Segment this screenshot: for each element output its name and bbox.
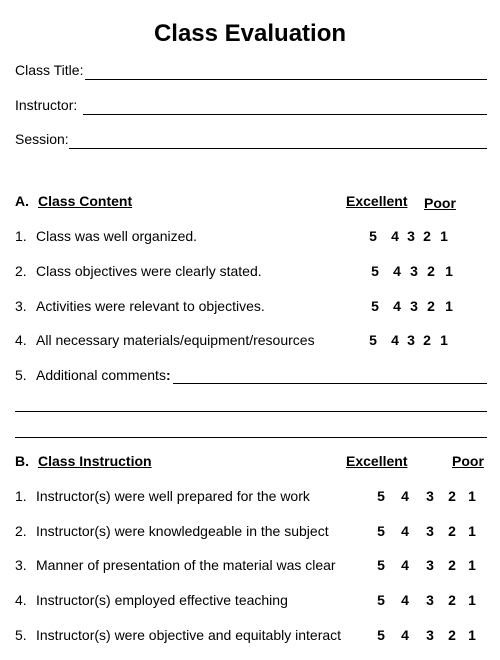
- section-a-letter: A.: [15, 193, 29, 209]
- rating-2[interactable]: 2: [448, 488, 456, 504]
- item-number: 4.: [15, 332, 27, 348]
- rating-4[interactable]: 4: [393, 263, 401, 279]
- rating-2[interactable]: 2: [448, 627, 456, 643]
- rating-2[interactable]: 2: [423, 332, 431, 348]
- section-a-item-2: [15, 263, 345, 281]
- section-a-item-1: [15, 228, 345, 246]
- rating-3[interactable]: 3: [407, 332, 415, 348]
- rating-5[interactable]: 5: [377, 523, 385, 539]
- session-field[interactable]: [15, 131, 487, 149]
- page-title: Class Evaluation: [153, 20, 347, 47]
- item-number: 2.: [15, 523, 27, 539]
- section-b-item-1-scale[interactable]: [375, 488, 490, 506]
- item-number: 3.: [15, 557, 27, 573]
- section-b-excellent-header: Excellent: [346, 453, 408, 469]
- section-a-item-3-scale[interactable]: [369, 298, 469, 316]
- section-a-heading: [15, 193, 215, 211]
- rating-5[interactable]: 5: [371, 298, 379, 314]
- comments-label-wrap: [36, 367, 171, 383]
- comments-line-2[interactable]: [15, 411, 487, 412]
- section-b-heading: [15, 453, 235, 471]
- rating-3[interactable]: 3: [426, 557, 434, 573]
- item-text: Manner of presentation of the material was clear: [36, 557, 336, 573]
- rating-1[interactable]: 1: [468, 592, 476, 608]
- rating-1[interactable]: 1: [468, 557, 476, 573]
- section-b-item-2: [15, 523, 345, 541]
- rating-2[interactable]: 2: [427, 298, 435, 314]
- rating-2[interactable]: 2: [448, 592, 456, 608]
- rating-5[interactable]: 5: [377, 488, 385, 504]
- rating-3[interactable]: 3: [407, 228, 415, 244]
- rating-1[interactable]: 1: [440, 228, 448, 244]
- section-a-poor-header: Poor: [424, 195, 456, 211]
- rating-2[interactable]: 2: [423, 228, 431, 244]
- rating-5[interactable]: 5: [369, 332, 377, 348]
- item-number: 3.: [15, 298, 27, 314]
- rating-4[interactable]: 4: [401, 557, 409, 573]
- section-b-item-2-scale[interactable]: [375, 523, 490, 541]
- item-text: Instructor(s) were well prepared for the work: [36, 488, 310, 504]
- rating-5[interactable]: 5: [371, 263, 379, 279]
- rating-3[interactable]: 3: [426, 488, 434, 504]
- instructor-label: Instructor:: [15, 97, 78, 113]
- item-number: 2.: [15, 263, 27, 279]
- rating-4[interactable]: 4: [391, 228, 399, 244]
- session-label: Session:: [15, 131, 69, 147]
- item-text: Instructor(s) were knowledgeable in the subject: [36, 523, 329, 539]
- section-a-item-2-scale[interactable]: [369, 263, 469, 281]
- item-text: Class was well organized.: [36, 228, 198, 244]
- rating-5[interactable]: 5: [377, 627, 385, 643]
- section-b-item-5: [15, 627, 345, 645]
- item-number: 5.: [15, 367, 27, 383]
- section-a-item-1-scale[interactable]: [367, 228, 467, 246]
- rating-3[interactable]: 3: [426, 523, 434, 539]
- item-number: 1.: [15, 488, 27, 504]
- rating-2[interactable]: 2: [448, 523, 456, 539]
- instructor-field[interactable]: [15, 97, 487, 115]
- comments-colon: :: [165, 367, 171, 383]
- rating-1[interactable]: 1: [445, 298, 453, 314]
- comments-label: Additional comments: [36, 367, 166, 383]
- section-a-item-4: [15, 332, 345, 350]
- item-text: Activities were relevant to objectives.: [36, 298, 265, 314]
- section-a-name: Class Content: [38, 193, 133, 209]
- rating-5[interactable]: 5: [369, 228, 377, 244]
- section-b-item-3: [15, 557, 345, 575]
- item-number: 5.: [15, 627, 27, 643]
- rating-4[interactable]: 4: [401, 592, 409, 608]
- class-title-field[interactable]: [15, 62, 487, 80]
- rating-4[interactable]: 4: [391, 332, 399, 348]
- rating-1[interactable]: 1: [468, 523, 476, 539]
- rating-5[interactable]: 5: [377, 557, 385, 573]
- item-number: 4.: [15, 592, 27, 608]
- section-b-item-5-scale[interactable]: [375, 627, 490, 645]
- rating-1[interactable]: 1: [468, 627, 476, 643]
- section-b-letter: B.: [15, 453, 29, 469]
- rating-1[interactable]: 1: [445, 263, 453, 279]
- instructor-line[interactable]: [83, 114, 487, 115]
- section-b-poor-header: Poor: [452, 453, 484, 469]
- comments-line-1[interactable]: [173, 383, 487, 384]
- rating-4[interactable]: 4: [401, 627, 409, 643]
- rating-1[interactable]: 1: [440, 332, 448, 348]
- rating-4[interactable]: 4: [401, 488, 409, 504]
- section-a-item-4-scale[interactable]: [367, 332, 467, 350]
- rating-1[interactable]: 1: [468, 488, 476, 504]
- rating-2[interactable]: 2: [427, 263, 435, 279]
- rating-3[interactable]: 3: [410, 298, 418, 314]
- rating-2[interactable]: 2: [448, 557, 456, 573]
- rating-3[interactable]: 3: [426, 627, 434, 643]
- item-number: 1.: [15, 228, 27, 244]
- item-text: Instructor(s) employed effective teaching: [36, 592, 288, 608]
- rating-4[interactable]: 4: [401, 523, 409, 539]
- class-title-label: Class Title:: [15, 62, 84, 78]
- session-line[interactable]: [69, 148, 487, 149]
- rating-4[interactable]: 4: [393, 298, 401, 314]
- section-b-item-1: [15, 488, 345, 506]
- section-b-name: Class Instruction: [38, 453, 152, 469]
- class-title-line[interactable]: [85, 79, 487, 80]
- section-a-excellent-header: Excellent: [346, 193, 408, 209]
- section-b-item-4: [15, 592, 345, 610]
- rating-3[interactable]: 3: [410, 263, 418, 279]
- section-divider: [15, 437, 487, 438]
- rating-3[interactable]: 3: [426, 592, 434, 608]
- rating-5[interactable]: 5: [377, 592, 385, 608]
- section-b-item-3-scale[interactable]: [375, 557, 490, 575]
- section-a-item-3: [15, 298, 345, 316]
- item-text: Instructor(s) were objective and equitably interact: [36, 627, 342, 643]
- section-b-item-4-scale[interactable]: [375, 592, 490, 610]
- item-text: All necessary materials/equipment/resources: [36, 332, 315, 348]
- item-text: Class objectives were clearly stated.: [36, 263, 262, 279]
